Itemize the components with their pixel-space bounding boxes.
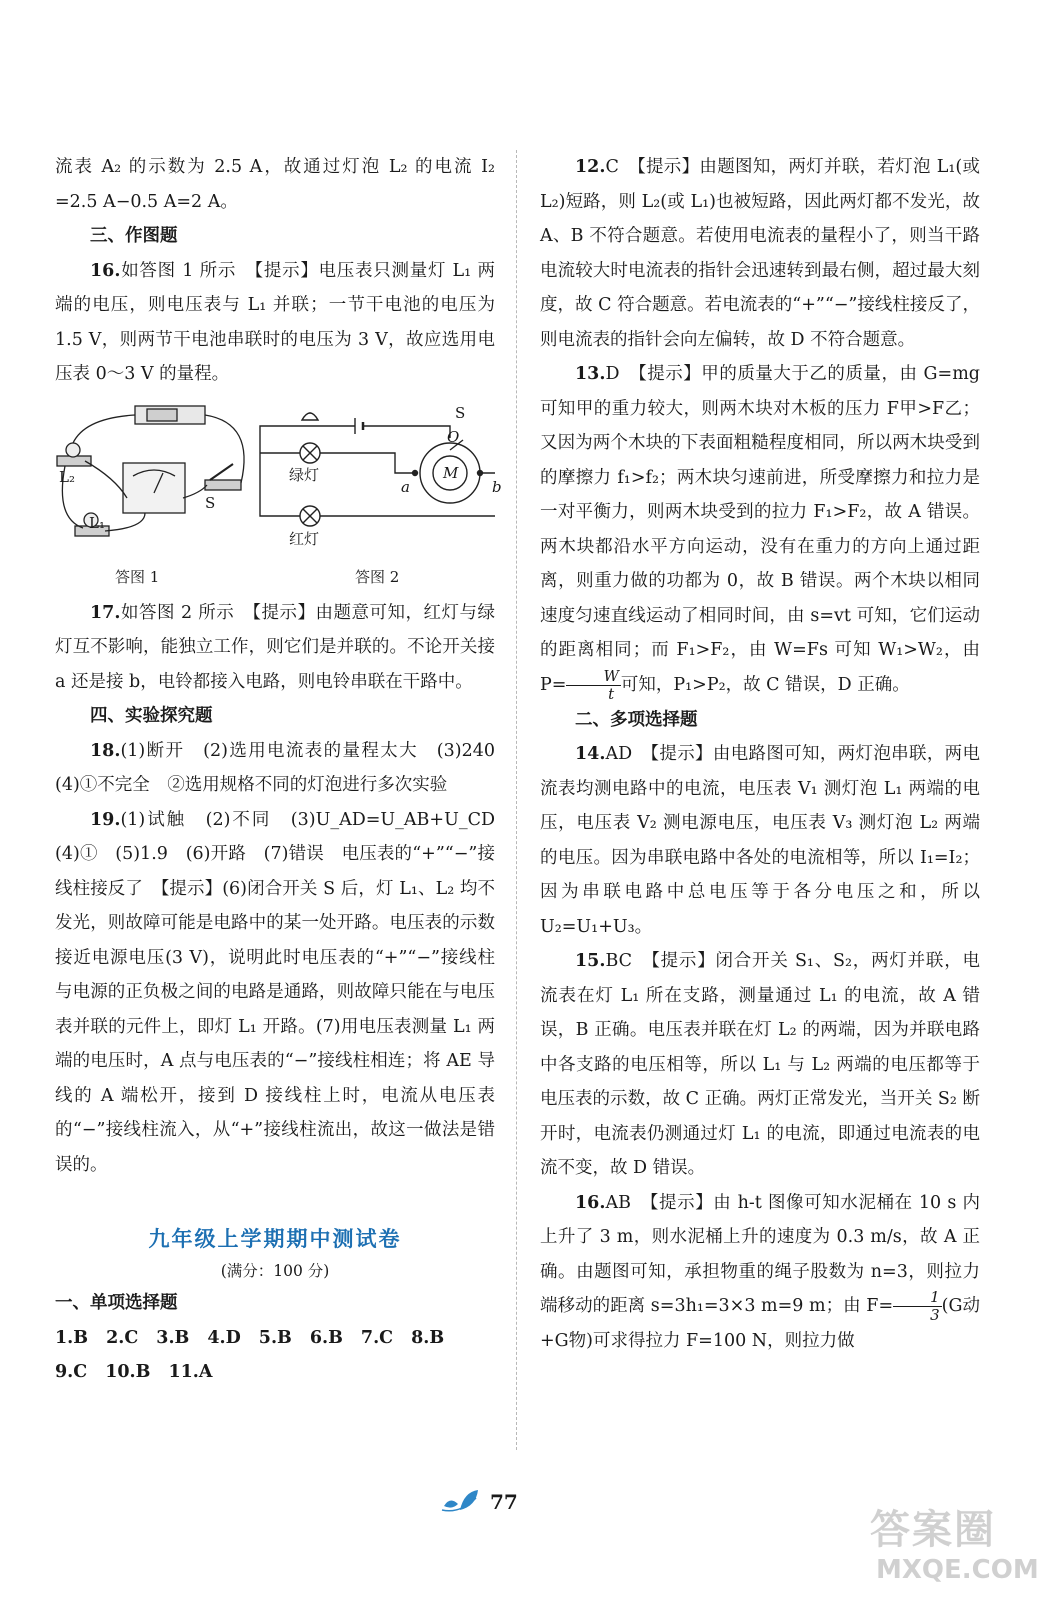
fraction-denominator: 3 xyxy=(930,1306,940,1324)
answer-r14-number: 14. xyxy=(575,744,606,764)
answer-18-number: 18. xyxy=(90,740,121,761)
section-heading-3: 三、作图题 xyxy=(90,226,178,246)
answer-item: 7.C xyxy=(360,1327,394,1348)
page-number: 77 xyxy=(490,1490,518,1514)
answer-r15-number: 15. xyxy=(575,951,606,971)
figure-1-label-l2: L₂ xyxy=(59,467,75,486)
figure-1-drawing xyxy=(57,406,244,536)
fraction-w-over-t xyxy=(566,668,620,703)
section-heading-2: 二、多项选择题 xyxy=(575,709,698,730)
answer-r16-tail: (G动+G物)可求得拉力 F=100 N，则拉力做 xyxy=(540,1296,980,1351)
leaf-logo-icon xyxy=(440,1488,482,1514)
fraction-one-third xyxy=(893,1289,942,1324)
figure-2-label-s: S xyxy=(455,403,466,422)
figure-1-label-s: S xyxy=(205,493,216,512)
answer-item: 9.C xyxy=(55,1362,88,1382)
answer-item: 8.B xyxy=(411,1327,445,1348)
answer-19-text: (1)试触 (2)不同 (3)U_AD=U_AB+U_CD (4)① (5)1.9 (6)开路 (7)错误 电压表的“+”“−”接线柱接反了 【提示】(6)闭合开关 S 后，灯 L₁、L₂ 均不发光，则故障可能是电路中的某一处开路。电压表的示数接近电源电压(3 V)，说明此时电压表的“+”“−”接线柱与电源的正负极之间的电路是通路，则故障只能在与电压表并联的元件上，即灯 L₁ 开路。(7)用电压表测量 L₁ 两端的电压时，A 点与电压表的“−”接线柱相连；将 AE 导线的 A 端松开，接到 D 接线柱上时，电流从电压表的“−”接线柱流入，从“+”接线柱流出，故这一做法是错误的。 xyxy=(55,809,513,1175)
answer-r13-number: 13. xyxy=(575,364,606,384)
answer-18 xyxy=(55,734,513,803)
answer-17 xyxy=(55,596,495,700)
answer-19 xyxy=(55,803,513,1183)
answer-r13-tail: 可知，P₁>P₂，故 C 错误，D 正确。 xyxy=(620,674,910,695)
figure-2-label-o: O xyxy=(447,427,460,446)
answer-18-text: (1)断开 (2)选用电流表的量程太大 (3)240 (4)①不完全 ②选用规格不同的灯泡进行多次实验 xyxy=(55,740,513,795)
answer-item: 11.A xyxy=(168,1362,213,1382)
test-subtitle: (满分：100 分) xyxy=(220,1262,330,1280)
answer-item: 6.B xyxy=(309,1327,343,1348)
figure-2-label-b: b xyxy=(492,477,502,496)
fraction-denominator: t xyxy=(608,684,615,703)
answer-r14-text: AD 【提示】由电路图可知，两灯泡串联，两电流表均测电路中的电流，电压表 V₁ 测灯泡 L₁ 两端的电压，电压表 V₂ 测电源电压，电压表 V₃ 测灯泡 L₂ 两端的电压。因为串联电路中各处的电流相等，所以 I₁=I₂；因为串联电路中总电压等于各分电压之和，所以 U₂=U₁+U₃。 xyxy=(540,744,980,937)
answer-r16-text: AB 【提示】由 h-t 图像可知水泥桶在 10 s 内上升了 3 m，则水泥桶上升的速度为 0.3 m/s，故 A 正确。由题图可知，承担物重的绳子股数为 n=3，则拉力端移动的距离 s=3h₁=3×3 m=9 m；由 F= xyxy=(540,1192,980,1316)
section-heading-4: 四、实验探究题 xyxy=(90,706,213,726)
figure-2-label-red: 红灯 xyxy=(289,529,320,548)
column-divider xyxy=(516,150,517,1450)
answer-item: 3.B xyxy=(156,1327,190,1348)
answer-item: 5.B xyxy=(258,1327,292,1348)
answer-16-number: 16. xyxy=(90,260,121,281)
left-para-1: 流表 A₂ 的示数为 2.5 A，故通过灯泡 L₂ 的电流 I₂ =2.5 A−0.5 A=2 A。 xyxy=(55,157,495,212)
figure-1-caption: 答图 1 xyxy=(115,567,160,586)
right-column xyxy=(540,150,980,1359)
answer-17-number: 17. xyxy=(90,602,121,623)
answer-r12 xyxy=(540,150,980,357)
figure-2-caption: 答图 2 xyxy=(355,567,400,586)
figure-1-label-l1: L₁ xyxy=(89,513,105,532)
answer-r15-text: BC 【提示】闭合开关 S₁、S₂，两灯并联，电流表在灯 L₁ 所在支路，测量通过 L₁ 的电流，故 A 错误，B 正确。电压表并联在灯 L₂ 的两端，因为并联电路中各支路的电压相等，所以 L₁ 与 L₂ 两端的电压都等于电压表的示数，故 C 正确。两灯正常发光，当开关 S₂ 断开时，电流表仍测通过灯 L₁ 的电流，即通过电流表的电流不变，故 D 错误。 xyxy=(540,951,980,1178)
answer-r13 xyxy=(540,357,980,703)
answer-r14 xyxy=(540,737,980,944)
answer-19-number: 19. xyxy=(90,809,121,830)
answer-r12-number: 12. xyxy=(575,157,606,177)
figures-svg xyxy=(55,398,495,588)
answer-item: 2.C xyxy=(106,1327,139,1348)
left-column xyxy=(55,150,513,1390)
answer-r16 xyxy=(540,1186,980,1359)
answer-list xyxy=(55,1321,495,1390)
answer-item: 4.D xyxy=(207,1327,241,1348)
answer-item: 1.B xyxy=(55,1327,89,1348)
figure-2-label-m: M xyxy=(443,463,459,482)
test-title: 九年级上学期期中测试卷 xyxy=(148,1226,402,1251)
answer-item: 10.B xyxy=(105,1362,151,1382)
answer-r12-text: C 【提示】由题图知，两灯并联，若灯泡 L₁(或 L₂)短路，则 L₂(或 L₁)也被短路，因此两灯都不发光，故 A、B 不符合题意。若使用电流表的量程小了，则当干路电流较大时电流表的指针会迅速转到最右侧，超过最大刻度，故 C 符合题意。若电流表的“+”“−”接线柱接反了，则电流表的指针会向左偏转，故 D 不符合题意。 xyxy=(540,157,980,350)
answer-17-text: 如答图 2 所示 【提示】由题意可知，红灯与绿灯互不影响，能独立工作，则它们是并联的。不论开关接 a 还是接 b，电铃都接入电路，则电铃串联在干路中。 xyxy=(55,602,495,692)
answer-r13-text: D 【提示】甲的质量大于乙的质量，由 G=mg 可知甲的重力较大，则两木块对木板的压力 F甲>F乙；又因为两个木块的下表面粗糙程度相同，所以两木块受到的摩擦力 f₁>f₂；两木块匀速前进，所受摩擦力和拉力是一对平衡力，则两木块受到的拉力 F₁>F₂，故 A 错误。两木块都沿水平方向运动，没有在重力的方向上通过距离，则重力做的功都为 0，故 B 错误。两个木块以相同速度匀速直线运动了相同时间，由 s=vt 可知，它们运动的距离相同；而 F₁>F₂，由 W=Fs 可知 W₁>W₂，由 P= xyxy=(540,364,980,695)
figure-2-label-green: 绿灯 xyxy=(289,465,320,484)
figures xyxy=(55,398,502,588)
answer-r15 xyxy=(540,944,980,1186)
fraction-numerator: W xyxy=(566,668,620,686)
watermark-logo: 答案圈 xyxy=(870,1507,996,1553)
answer-16 xyxy=(55,254,495,392)
fraction-numerator: 1 xyxy=(893,1289,942,1307)
section-heading-1: 一、单项选择题 xyxy=(55,1293,178,1313)
answer-r16-number: 16. xyxy=(575,1192,606,1213)
figure-2-label-a: a xyxy=(401,477,410,496)
watermark-url: MXQE.COM xyxy=(876,1555,1039,1585)
answer-16-text: 如答图 1 所示 【提示】电压表只测量灯 L₁ 两端的电压，则电压表与 L₁ 并联；一节干电池的电压为 1.5 V，则两节干电池串联时的电压为 3 V，故应选用电压表 0～3 V 的量程。 xyxy=(55,260,495,384)
